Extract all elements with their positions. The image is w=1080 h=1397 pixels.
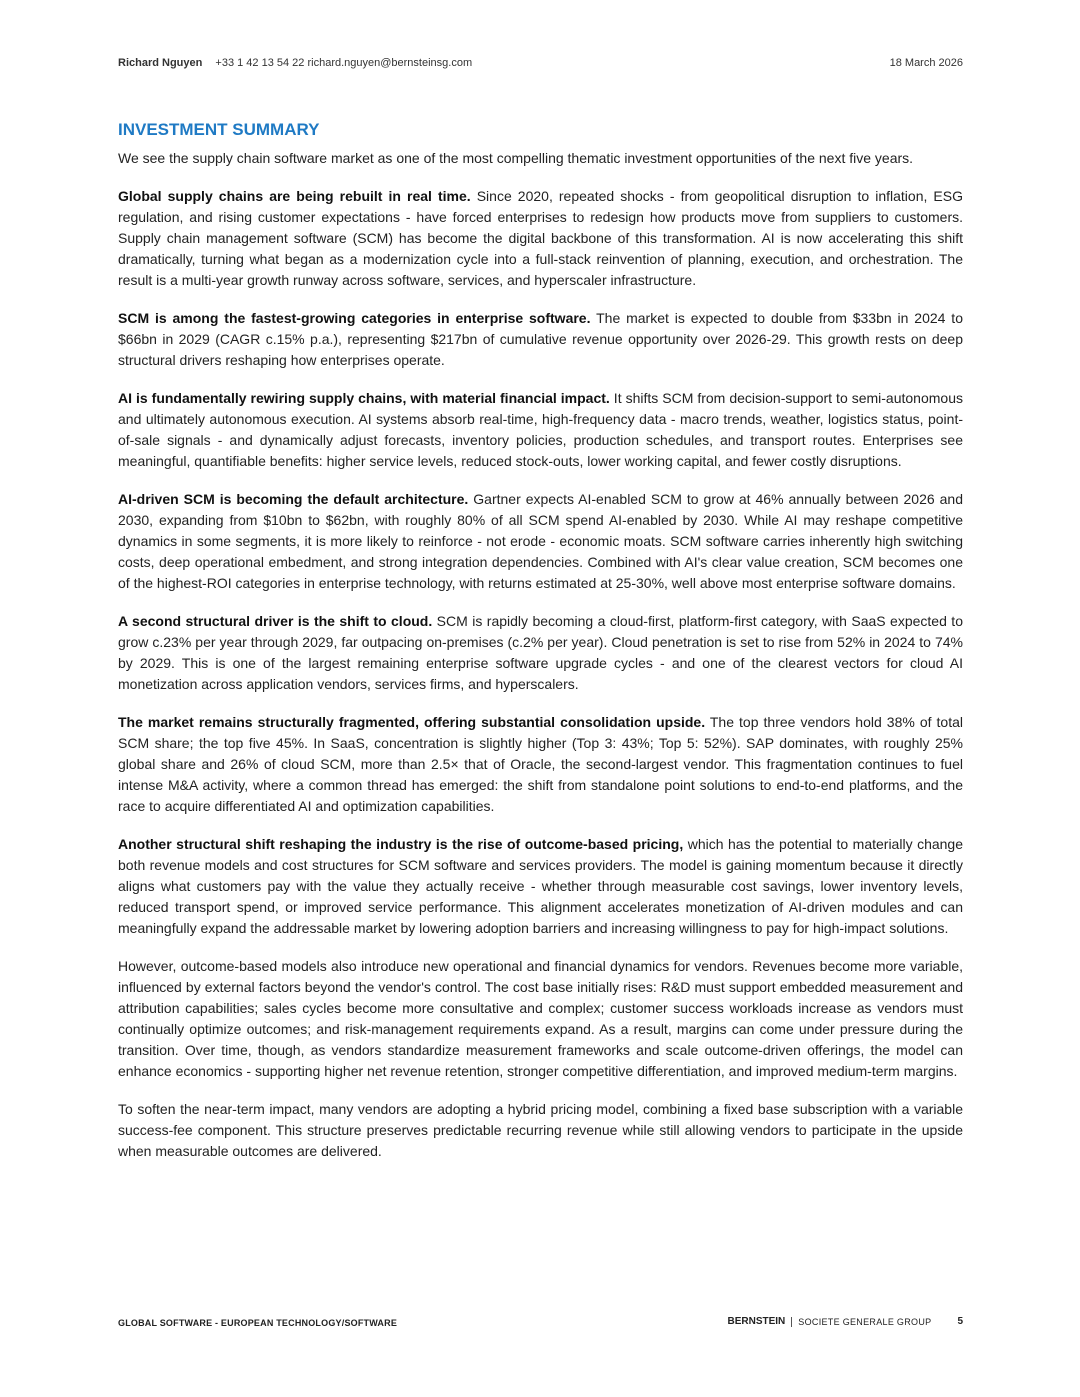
intro-paragraph: We see the supply chain software market as one of the most compelling thematic investment opportunities of the next five years.: [118, 150, 914, 166]
brand-divider: [791, 1317, 792, 1327]
paragraph-lead: AI-driven SCM is becoming the default architecture.: [118, 491, 469, 507]
report-date: 18 March 2026: [889, 57, 963, 69]
paragraph-text: Since 2020, repeated shocks - from geopolitical disruption to inflation, ESG regulation, and rising customer expectations - have forced enterprises to redesign how products move from suppliers to customers. Supply chain management software (SCM) has become the digital backbone of this transformation. AI is now accelerating this shift dramatically, turning what began as a modernization cycle into a full-stack reinvention of planning, execution, and orchestration. The result is a multi-year growth runway across software, services, and hyperscaler infrastructure.: [118, 188, 963, 288]
paragraph-lead: The market remains structurally fragmented, offering substantial consolidation upside.: [118, 714, 706, 730]
analyst-contact: [118, 57, 472, 69]
footer-branding: [728, 1316, 964, 1327]
paragraph: [118, 712, 963, 817]
paragraph-lead: A second structural driver is the shift to cloud.: [118, 613, 433, 629]
paragraph-text: The market is expected to double from $33bn in 2024 to $66bn in 2029 (CAGR c.15% p.a.), representing $217bn of cumulative revenue opportunity over 2026-29. This growth rests on deep structural drivers reshaping how enterprises operate.: [118, 310, 963, 368]
paragraph: [118, 308, 963, 371]
page-footer: [118, 1316, 963, 1332]
paragraph: [118, 388, 963, 472]
paragraph-text: To soften the near-term impact, many vendors are adopting a hybrid pricing model, combining a fixed base subscription with a variable success-fee component. This structure preserves predictable recurring revenue while still allowing vendors to participate in the upside when measurable outcomes are delivered.: [118, 1101, 963, 1159]
brand-logo-text: BERNSTEIN: [727, 1316, 786, 1327]
brand-group: SOCIETE GENERALE GROUP: [798, 1316, 932, 1327]
section-title: INVESTMENT SUMMARY: [118, 120, 320, 139]
paragraph: [118, 834, 963, 939]
paragraph: [118, 956, 963, 1082]
paragraph-lead: Global supply chains are being rebuilt in real time.: [118, 188, 471, 204]
footer-category: GLOBAL SOFTWARE - EUROPEAN TECHNOLOGY/SOFTWARE: [118, 1318, 398, 1328]
paragraph-text: which has the potential to materially change both revenue models and cost structures for SCM software and services providers. The model is gaining momentum because it directly aligns what customers pay with the value they actually receive - whether through measurable cost savings, lower inventory levels, reduced transport spend, or improved service performance. This alignment accelerates monetization of AI-driven modules and can meaningfully expand the addressable market by lowering adoption barriers and increasing willingness to pay for high-impact solutions.: [118, 836, 963, 936]
page-header: [118, 57, 963, 73]
paragraph-lead: AI is fundamentally rewiring supply chains, with material financial impact.: [118, 390, 610, 406]
paragraph-text: SCM is rapidly becoming a cloud-first, platform-first category, with SaaS expected to grow c.23% per year through 2029, far outpacing on-premises (c.2% per year). Cloud penetration is set to rise from 52% in 2024 to 74% by 2029. This is one of the largest remaining enterprise software upgrade cycles - and one of the clearest vectors for cloud AI monetization across application vendors, services firms, and hyperscalers.: [118, 613, 963, 692]
paragraph-text: Gartner expects AI-enabled SCM to grow at 46% annually between 2026 and 2030, expanding from $10bn to $62bn, with roughly 80% of all SCM spend AI-enabled by 2030. While AI may reshape competitive dynamics in some segments, it is more likely to reinforce - not erode - economic moats. SCM software carries inherently high switching costs, deep operational embedment, and strong integration dependencies. Combined with AI's clear value creation, SCM becomes one of the highest-ROI categories in enterprise technology, with returns estimated at 25-30%, well above most enterprise software domains.: [118, 491, 963, 591]
paragraph-lead: Another structural shift reshaping the industry is the rise of outcome-based pricing,: [118, 836, 684, 852]
page-number: 5: [957, 1316, 963, 1327]
paragraph-text: The top three vendors hold 38% of total SCM share; the top five 45%. In SaaS, concentration is slightly higher (Top 3: 43%; Top 5: 52%). SAP dominates, with roughly 25% global share and 26% of cloud SCM, more than 2.5× that of Oracle, the second-largest vendor. This fragmentation continues to fuel intense M&A activity, where a common thread has emerged: the shift from standalone point solutions to end-to-end platforms, and the race to acquire differentiated AI and optimization capabilities.: [118, 714, 963, 814]
paragraph: [118, 611, 963, 695]
report-body: [118, 120, 963, 1179]
paragraph-text: However, outcome-based models also introduce new operational and financial dynamics for vendors. Revenues become more variable, influenced by external factors beyond the vendor's control. The cost base initially rises: R&D must support embedded measurement and attribution capabilities; sales cycles become more consultative and complex; customer success workloads increase as vendors must continually optimize outcomes; and risk-management requirements expand. As a result, margins can come under pressure during the transition. Over time, though, as vendors standardize measurement frameworks and scale outcome-driven offerings, the model can enhance economics - supporting higher net revenue retention, stronger competitive differentiation, and improved medium-term margins.: [118, 958, 963, 1079]
paragraph: [118, 186, 963, 291]
paragraph: [118, 489, 963, 594]
analyst-name: Richard Nguyen: [118, 57, 203, 69]
analyst-contact-details: +33 1 42 13 54 22 richard.nguyen@bernsteinsg.com: [215, 57, 473, 69]
paragraph-lead: SCM is among the fastest-growing categories in enterprise software.: [118, 310, 591, 326]
paragraph: [118, 1099, 963, 1162]
paragraph-text: It shifts SCM from decision-support to semi-autonomous and ultimately autonomous execution. AI systems absorb real-time, high-frequency data - macro trends, weather, logistics status, point-of-sale signals - and dynamically adjust forecasts, inventory policies, production schedules, and transport routes. Enterprises see meaningful, quantifiable benefits: higher service levels, reduced stock-outs, lower working capital, and fewer costly disruptions.: [118, 390, 963, 469]
